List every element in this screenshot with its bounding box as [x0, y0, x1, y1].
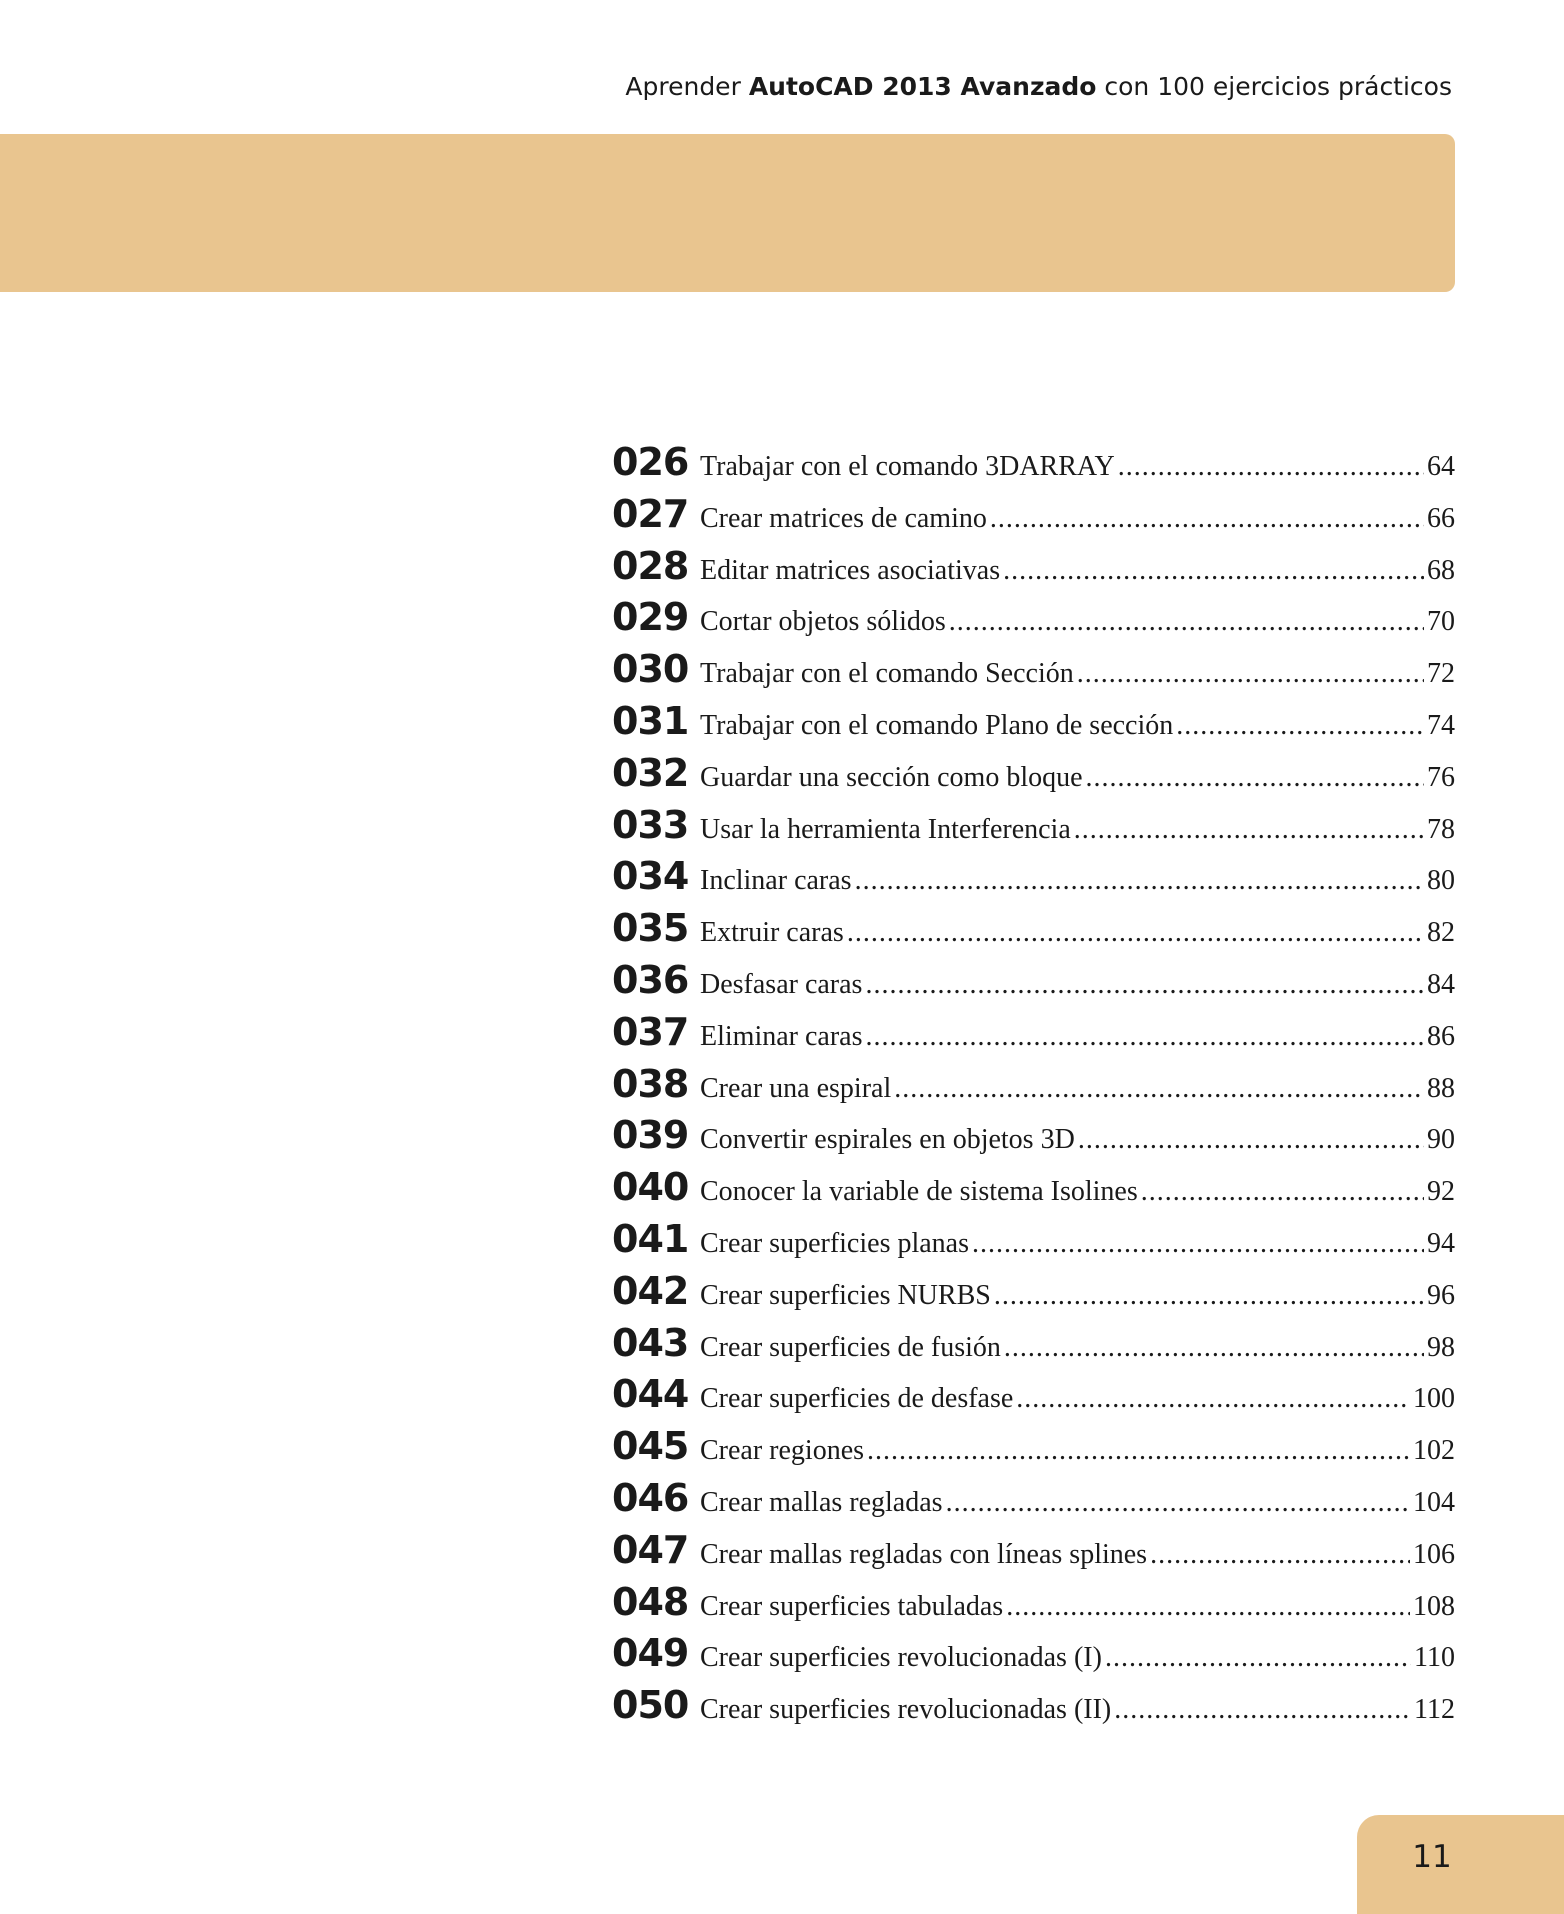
- toc-entry: [612, 906, 1455, 958]
- toc-entry-number: 048: [612, 1579, 689, 1624]
- toc-entry-page: 108: [1413, 1590, 1455, 1622]
- toc-entry-number: 027: [612, 491, 689, 536]
- toc-entry-title: Usar la herramienta Interferencia: [700, 813, 1071, 845]
- toc-entry: [612, 647, 1455, 699]
- toc-entry-title: Editar matrices asociativas: [700, 554, 1001, 586]
- toc-entry-title: Crear superficies planas: [700, 1227, 969, 1259]
- toc-entry-number: 030: [612, 647, 689, 692]
- toc-entry: [612, 1321, 1455, 1373]
- toc-entry-title: Inclinar caras: [700, 865, 852, 897]
- toc-entry-page: 98: [1427, 1331, 1455, 1363]
- toc-entry-number: 041: [612, 1216, 689, 1261]
- toc-dot-leader: [1004, 1332, 1424, 1364]
- toc-entry: [612, 492, 1455, 544]
- toc-dot-leader: [1141, 1176, 1424, 1208]
- toc-entry-title: Crear matrices de camino: [700, 502, 987, 534]
- toc-dot-leader: [847, 917, 1424, 949]
- toc-entry-number: 031: [612, 698, 689, 743]
- toc-entry: [612, 1372, 1455, 1424]
- toc-entry: [612, 1113, 1455, 1165]
- toc-entry-title: Extruir caras: [700, 917, 844, 949]
- toc-entry-page: 96: [1427, 1279, 1455, 1311]
- toc-entry-number: 044: [612, 1372, 689, 1417]
- toc-entry-page: 88: [1427, 1072, 1455, 1104]
- toc-entry-number: 043: [612, 1320, 689, 1365]
- toc-entry-number: 034: [612, 854, 689, 899]
- toc-entry-number: 047: [612, 1527, 689, 1572]
- toc-entry-number: 040: [612, 1165, 689, 1210]
- toc-entry-title: Convertir espirales en objetos 3D: [700, 1124, 1075, 1156]
- toc-entry-page: 92: [1427, 1176, 1455, 1208]
- toc-entry-title: Trabajar con el comando 3DARRAY: [700, 451, 1115, 482]
- toc-entry-page: 86: [1427, 1020, 1455, 1052]
- toc-dot-leader: [1077, 658, 1424, 690]
- toc-entry-number: 038: [612, 1061, 689, 1106]
- toc-dot-leader: [867, 1435, 1410, 1467]
- toc-entry: [612, 1217, 1455, 1269]
- toc-dot-leader: [1074, 814, 1424, 846]
- toc-entry-title: Crear mallas regladas con líneas splines: [700, 1538, 1148, 1570]
- toc-entry-title: Trabajar con el comando Sección: [700, 658, 1074, 690]
- toc-entry: [612, 1062, 1455, 1114]
- toc-dot-leader: [1016, 1383, 1410, 1415]
- toc-entry-title: Crear superficies revolucionadas (II): [700, 1694, 1112, 1726]
- toc-entry: [612, 440, 1455, 492]
- toc-dot-leader: [855, 865, 1424, 897]
- toc-entry-page: 74: [1427, 709, 1455, 741]
- toc-dot-leader: [1086, 762, 1424, 794]
- toc-dot-leader: [1118, 451, 1424, 483]
- toc-entry-page: 80: [1427, 865, 1455, 897]
- toc-entry-number: 037: [612, 1009, 689, 1054]
- toc-entry: [612, 1424, 1455, 1476]
- header-banner: [0, 134, 1455, 292]
- toc-entry-page: 94: [1427, 1227, 1455, 1259]
- toc-entry: [612, 1269, 1455, 1321]
- toc-dot-leader: [865, 1021, 1424, 1053]
- toc-entry: [612, 1165, 1455, 1217]
- toc-entry-title: Crear superficies de desfase: [700, 1383, 1014, 1415]
- toc-entry-page: 104: [1413, 1486, 1455, 1518]
- toc-entry: [612, 751, 1455, 803]
- toc-entry-number: 046: [612, 1475, 689, 1520]
- toc-entry-title: Crear superficies NURBS: [700, 1279, 991, 1311]
- toc-entry-page: 78: [1427, 813, 1455, 845]
- page-number-tab: [1357, 1815, 1564, 1914]
- toc-dot-leader: [1105, 1642, 1411, 1674]
- toc-dot-leader: [865, 969, 1424, 1001]
- toc-entry-page: 102: [1413, 1435, 1455, 1467]
- toc-entry-page: 100: [1413, 1383, 1455, 1415]
- toc-dot-leader: [1003, 555, 1424, 587]
- toc-entry-number: 028: [612, 543, 689, 588]
- toc-entry-number: 042: [612, 1268, 689, 1313]
- toc-entry-page: 90: [1427, 1124, 1455, 1156]
- toc-dot-leader: [1114, 1694, 1411, 1726]
- toc-entry-page: 70: [1427, 606, 1455, 638]
- toc-entry-title: Crear superficies tabuladas: [700, 1590, 1004, 1622]
- toc-entry-number: 049: [612, 1631, 689, 1676]
- toc-entry: [612, 1683, 1455, 1735]
- toc-entry-title: Crear regiones: [700, 1435, 865, 1467]
- toc-dot-leader: [1006, 1591, 1410, 1623]
- toc-entry-title: Crear una espiral: [700, 1072, 892, 1104]
- toc-dot-leader: [990, 503, 1424, 535]
- toc-dot-leader: [1078, 1124, 1424, 1156]
- toc-entry-number: 035: [612, 906, 689, 951]
- toc-entry-number: 050: [612, 1683, 689, 1728]
- toc-entry: [612, 699, 1455, 751]
- toc-entry-number: 029: [612, 595, 689, 640]
- toc-entry: [612, 1631, 1455, 1683]
- running-header: [625, 72, 1452, 101]
- page-number: 11: [1412, 1839, 1452, 1875]
- toc-dot-leader: [1176, 710, 1424, 742]
- toc-entry-number: 036: [612, 957, 689, 1002]
- toc-entry-title: Eliminar caras: [700, 1020, 863, 1052]
- toc-entry: [612, 803, 1455, 855]
- toc-dot-leader: [949, 606, 1424, 638]
- toc-entry-number: 033: [612, 802, 689, 847]
- toc-entry-number: 026: [612, 440, 689, 484]
- toc-entry-title: Crear superficies de fusión: [700, 1331, 1001, 1363]
- toc-entry-title: Cortar objetos sólidos: [700, 606, 946, 638]
- toc-entry-page: 82: [1427, 917, 1455, 949]
- header-book-title: AutoCAD 2013 Avanzado: [748, 72, 1097, 101]
- toc-entry-page: 72: [1427, 658, 1455, 690]
- toc-entry-page: 110: [1414, 1642, 1455, 1674]
- toc-entry: [612, 1528, 1455, 1580]
- toc-entry: [612, 1476, 1455, 1528]
- toc-entry-number: 039: [612, 1113, 689, 1158]
- toc-entry-title: Trabajar con el comando Plano de sección: [700, 709, 1174, 741]
- toc-dot-leader: [946, 1487, 1410, 1519]
- toc-entry-title: Guardar una sección como bloque: [700, 761, 1083, 793]
- header-prefix: Aprender: [625, 72, 741, 101]
- table-of-contents: [612, 440, 1455, 1735]
- toc-dot-leader: [894, 1073, 1424, 1105]
- toc-entry-number: 045: [612, 1424, 689, 1469]
- toc-entry-page: 66: [1427, 502, 1455, 534]
- toc-entry-title: Crear mallas regladas: [700, 1486, 943, 1518]
- toc-entry-page: 64: [1427, 451, 1455, 482]
- toc-entry-page: 106: [1413, 1538, 1455, 1570]
- toc-entry: [612, 958, 1455, 1010]
- toc-dot-leader: [994, 1280, 1424, 1312]
- toc-entry-page: 112: [1414, 1694, 1455, 1726]
- toc-entry-number: 032: [612, 750, 689, 795]
- header-suffix: con 100 ejercicios prácticos: [1104, 72, 1452, 101]
- toc-dot-leader: [1150, 1539, 1410, 1571]
- toc-entry-page: 68: [1427, 554, 1455, 586]
- toc-entry: [612, 1580, 1455, 1632]
- toc-entry: [612, 1010, 1455, 1062]
- toc-entry-page: 84: [1427, 968, 1455, 1000]
- toc-entry-title: Conocer la variable de sistema Isolines: [700, 1176, 1138, 1208]
- toc-entry-title: Crear superficies revolucionadas (I): [700, 1642, 1102, 1674]
- toc-entry: [612, 595, 1455, 647]
- toc-entry-page: 76: [1427, 761, 1455, 793]
- toc-dot-leader: [972, 1228, 1424, 1260]
- toc-entry-title: Desfasar caras: [700, 968, 863, 1000]
- toc-entry: [612, 544, 1455, 596]
- toc-entry: [612, 854, 1455, 906]
